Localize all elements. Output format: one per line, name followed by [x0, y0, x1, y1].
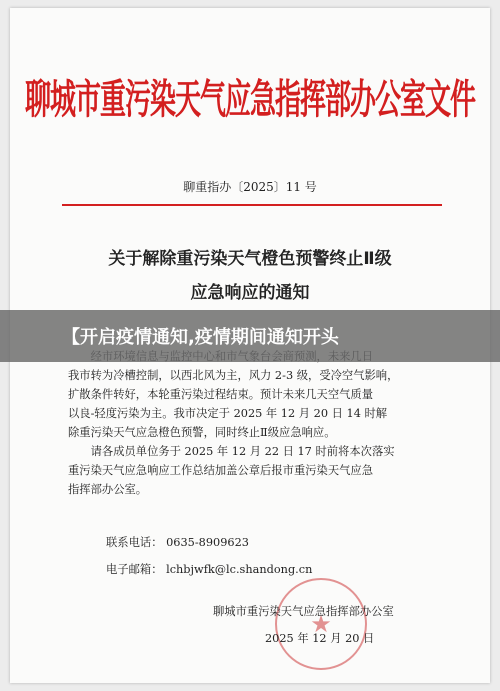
- body-line: 除重污染天气应急橙色预警，同时终止Ⅱ级应急响应。: [68, 426, 336, 439]
- signature-date: 2025 年 12 月 20 日: [265, 632, 375, 645]
- banner-text: 【开启疫情通知,疫情期间通知开头: [62, 327, 339, 348]
- article-title-banner[interactable]: [0, 310, 500, 362]
- notice-title-line-2: 应急响应的通知: [190, 283, 310, 303]
- body-line: 扩散条件转好，本轮重污染过程结束。预计未来几天空气质量: [68, 388, 374, 401]
- contact-phone: 联系电话： 0635-8909623: [106, 536, 249, 549]
- document-header-title: 聊城市重污染天气应急指挥部办公室文件: [24, 77, 475, 124]
- document-number: 聊重指办〔2025〕11 号: [183, 180, 317, 194]
- body-line: 我市转为冷槽控制，以西北风为主，风力 2-3 级，受冷空气影响，: [68, 369, 399, 382]
- contact-email: 电子邮箱： lchbjwfk@lc.shandong.cn: [106, 563, 313, 576]
- header-divider: [62, 204, 442, 206]
- notice-title-line-1: 关于解除重污染天气橙色预警终止Ⅱ级: [108, 249, 392, 269]
- body-line: 指挥部办公室。: [68, 483, 148, 496]
- body-line: 重污染天气应急响应工作总结加盖公章后报市重污染天气应急: [68, 464, 374, 477]
- body-line: 请各成员单位务于 2025 年 12 月 22 日 17 时前将本次落实: [90, 445, 395, 458]
- signature-org: 聊城市重污染天气应急指挥部办公室: [213, 605, 394, 618]
- body-paragraph-2: [68, 442, 440, 499]
- official-seal: [275, 578, 367, 670]
- body-line: 以良-轻度污染为主。我市决定于 2025 年 12 月 20 日 14 时解: [68, 407, 388, 420]
- seal-star-icon: ★: [310, 610, 332, 638]
